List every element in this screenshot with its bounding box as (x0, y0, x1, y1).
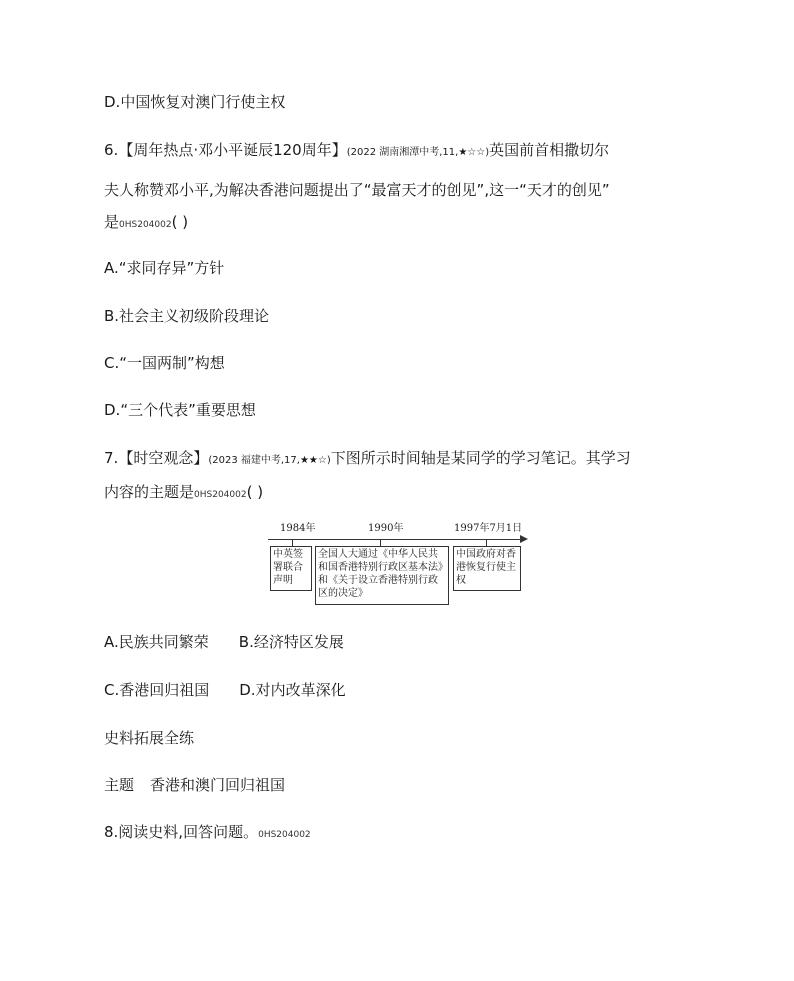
q8-stem (104, 822, 311, 845)
timeline-axis (268, 539, 522, 540)
timeline-event-1984: 中英签署联合声明 (270, 546, 312, 591)
timeline-tick (486, 539, 487, 546)
timeline-tick (292, 539, 293, 546)
q7-number: 7. (104, 449, 119, 467)
q7-stem-line-1 (104, 448, 631, 471)
q7-option-a: A.民族共同繁荣 (104, 633, 209, 651)
q5-option-d: D.中国恢复对澳门行使主权 (104, 93, 286, 111)
timeline-figure (268, 523, 530, 609)
q7-option-c: C.香港回归祖国 (104, 681, 210, 699)
timeline-arrow (520, 535, 528, 543)
q7-stem-text-2: 内容的主题是 (104, 483, 195, 501)
q7-stem-text-1: 下图所示时间轴是某同学的学习笔记。其学习 (330, 449, 631, 467)
q7-code: 0HS204002 (194, 490, 247, 500)
q7-source: (2023 福建中考,17,★★☆) (208, 455, 331, 466)
timeline-date-1990: 1990年 (368, 523, 404, 534)
q7-answer-blank: ( ) (246, 483, 264, 501)
q7-option-d: D.对内改革深化 (239, 681, 346, 699)
section-topic (104, 775, 285, 795)
q7-stem-line-2 (104, 482, 263, 505)
q8-text: 8.阅读史料,回答问题。 (104, 823, 259, 841)
q6-stem-line-3 (104, 212, 188, 235)
q6-answer-blank: ( ) (171, 213, 189, 231)
topic-label: 主题 (104, 776, 135, 794)
q8-code: 0HS204002 (258, 830, 311, 840)
timeline-event-1990: 全国人大通过《中华人民共和国香港特别行政区基本法》和《关于设立香港特别行政区的决定》 (315, 546, 449, 605)
timeline-date-1997: 1997年7月1日 (454, 523, 523, 534)
q6-stem-text-1: 英国前首相撒切尔 (489, 141, 610, 159)
q6-tag: 【周年热点·邓小平诞辰120周年】 (118, 141, 347, 159)
q6-stem-line-1 (104, 140, 609, 163)
topic-text: 香港和澳门回归祖国 (150, 776, 286, 794)
q6-option-c: C.“一国两制”构想 (104, 354, 225, 372)
timeline-tick (380, 539, 381, 546)
q6-stem-text-3: 是 (104, 213, 120, 231)
q7-option-b: B.经济特区发展 (238, 633, 344, 651)
q6-code: 0HS204002 (119, 220, 172, 230)
section-title: 史料拓展全练 (104, 729, 195, 747)
q7-options-line-2 (104, 680, 346, 700)
timeline-event-1997: 中国政府对香港恢复行使主权 (453, 546, 521, 591)
q6-source: (2022 湖南湘潭中考,11,★☆☆) (346, 147, 490, 158)
q6-stem-line-2: 夫人称赞邓小平,为解决香港问题提出了“最富天才的创见”,这一“天才的创见” (104, 181, 610, 199)
q7-tag: 【时空观念】 (118, 449, 209, 467)
q6-option-b: B.社会主义初级阶段理论 (104, 307, 270, 325)
timeline-date-1984: 1984年 (280, 523, 316, 534)
q6-number: 6. (104, 141, 119, 159)
q7-options-line-1 (104, 632, 344, 652)
q6-option-d: D.“三个代表”重要思想 (104, 401, 256, 419)
q6-option-a: A.“求同存异”方针 (104, 259, 225, 277)
